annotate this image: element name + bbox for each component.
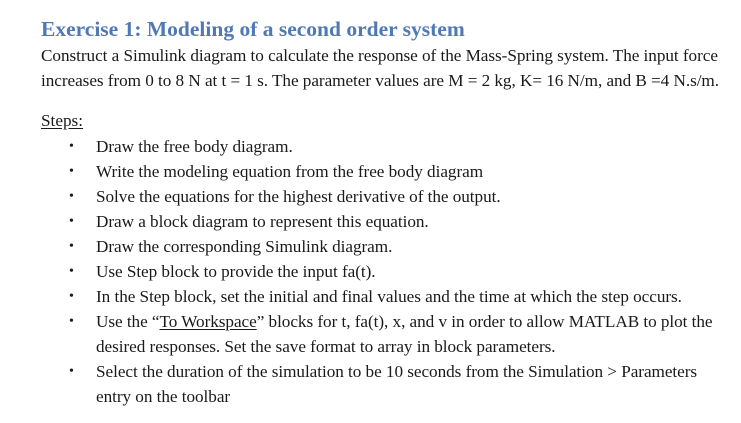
step-text: Write the modeling equation from the free body diagram xyxy=(96,161,484,181)
step-text: Draw the free body diagram. xyxy=(96,136,293,156)
bullet-icon: • xyxy=(69,288,74,304)
bullet-icon: • xyxy=(69,213,74,229)
step-text-after: ” blocks for t, fa(t), x, and v in order to allow MATLAB to plot the desired responses. Set the save format to array in block parameters. xyxy=(96,311,713,356)
bullet-icon: • xyxy=(69,313,74,329)
step-item xyxy=(41,359,731,409)
step-item xyxy=(41,259,731,284)
step-text: Draw the corresponding Simulink diagram. xyxy=(96,236,393,256)
steps-list xyxy=(41,134,731,409)
steps-heading: Steps: xyxy=(41,111,84,130)
step-item xyxy=(41,309,731,359)
step-text-before: Use the “ xyxy=(96,311,160,331)
step-text: Select the duration of the simulation to be 10 seconds from the Simulation > Parameters entry on the toolbar xyxy=(96,361,698,406)
bullet-icon: • xyxy=(69,163,74,179)
step-text: Draw a block diagram to represent this equation. xyxy=(96,211,429,231)
bullet-icon: • xyxy=(69,188,74,204)
bullet-icon: • xyxy=(69,238,74,254)
step-text: In the Step block, set the initial and final values and the time at which the step occurs. xyxy=(96,286,682,306)
step-text xyxy=(96,312,713,356)
step-text: Solve the equations for the highest derivative of the output. xyxy=(96,186,501,206)
bullet-icon: • xyxy=(69,263,74,279)
bullet-icon: • xyxy=(69,363,74,379)
bullet-icon: • xyxy=(69,138,74,154)
step-item xyxy=(41,284,731,309)
step-item xyxy=(41,159,731,184)
exercise-title: Exercise 1: Modeling of a second order system xyxy=(41,17,465,41)
step-text: Use Step block to provide the input fa(t). xyxy=(96,261,376,281)
step-item xyxy=(41,209,731,234)
step-item xyxy=(41,184,731,209)
document-page xyxy=(41,14,731,409)
step-item xyxy=(41,134,731,159)
to-workspace-link[interactable]: To Workspace xyxy=(159,311,257,331)
exercise-intro: Construct a Simulink diagram to calculate the response of the Mass-Spring system. The input force increases from 0 to 8 N at t = 1 s. The parameter values are M = 2 kg, K= 16 N/m, and B =4 N.s/m. xyxy=(41,46,719,90)
step-item xyxy=(41,234,731,259)
